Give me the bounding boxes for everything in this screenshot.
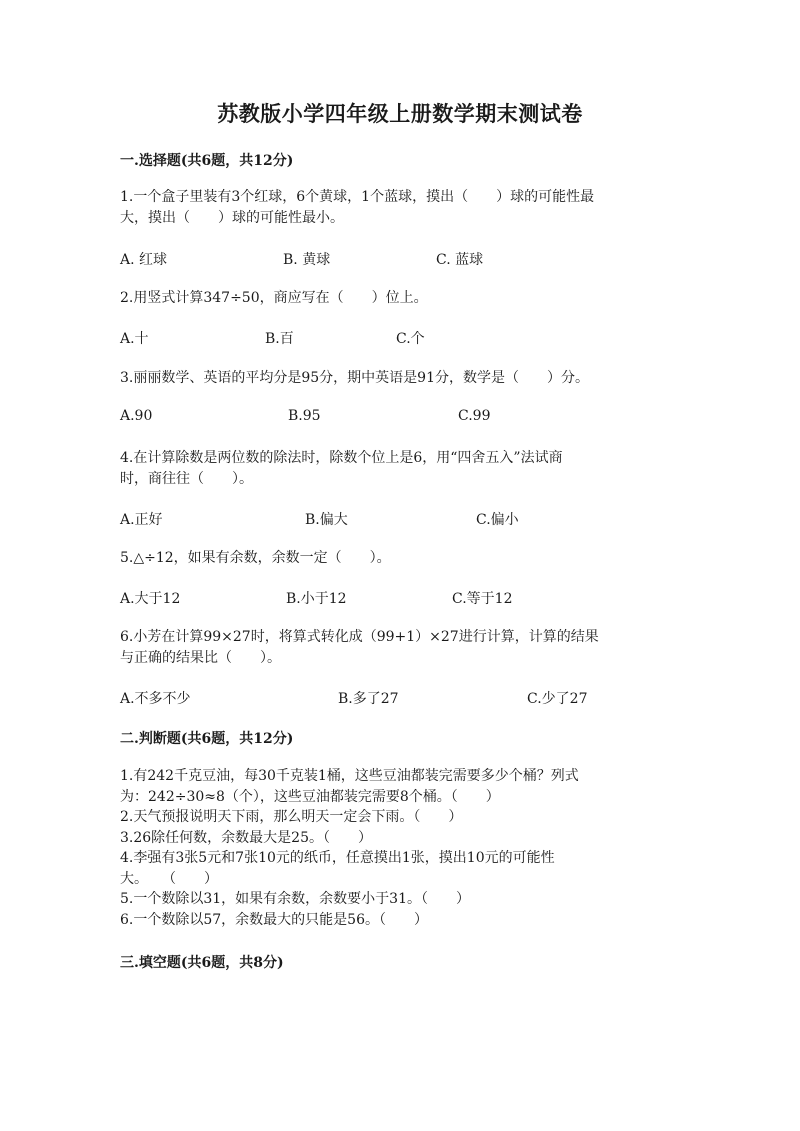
tf-line-4: 3.26除任何数，余数最大是25。（ ） bbox=[120, 829, 372, 846]
tf-line-6: 大。 （ ） bbox=[120, 870, 218, 887]
question-6-option-b: B.多了27 bbox=[338, 691, 399, 707]
question-1-line-2: 大，摸出（ ）球的可能性最小。 bbox=[120, 210, 344, 226]
tf-line-5: 4.李强有3张5元和7张10元的纸币，任意摸出1张，摸出10元的可能性 bbox=[120, 850, 555, 866]
section-heading-fill-blank: 三.填空题(共6题，共8分) bbox=[120, 955, 284, 971]
question-2-line-1: 2.用竖式计算347÷50，商应写在（ ）位上。 bbox=[120, 290, 428, 306]
question-6-line-2: 与正确的结果比（ ）。 bbox=[120, 650, 281, 666]
question-1-option-b: B. 黄球 bbox=[283, 252, 331, 268]
tf-line-8: 6.一个数除以57，余数最大的只能是56。（ ） bbox=[120, 911, 428, 928]
question-4-option-b: B.偏大 bbox=[305, 512, 348, 528]
tf-line-3: 2.天气预报说明天下雨，那么明天一定会下雨。（ ） bbox=[120, 809, 463, 825]
question-4-option-c: C.偏小 bbox=[476, 512, 519, 528]
question-3-option-b: B.95 bbox=[288, 408, 321, 424]
question-3-option-c: C.99 bbox=[458, 408, 491, 424]
section-heading-choice: 一.选择题(共6题，共12分) bbox=[120, 153, 294, 169]
tf-line-2: 为：242÷30≈8（个），这些豆油都装完需要8个桶。（ ） bbox=[120, 788, 500, 805]
tf-line-1: 1.有242千克豆油，每30千克装1桶，这些豆油都装完需要多少个桶？列式 bbox=[120, 768, 579, 784]
question-3-option-a: A.90 bbox=[120, 408, 153, 424]
question-2-option-c: C.个 bbox=[396, 331, 425, 347]
tf-line-7: 5.一个数除以31，如果有余数，余数要小于31。（ ） bbox=[120, 891, 470, 907]
question-6-line-1: 6.小芳在计算99×27时，将算式转化成（99+1）×27进行计算，计算的结果 bbox=[120, 629, 599, 645]
question-1-line-1: 1.一个盒子里装有3个红球，6个黄球，1个蓝球，摸出（ ）球的可能性最 bbox=[120, 189, 595, 205]
question-5-option-b: B.小于12 bbox=[286, 591, 347, 607]
question-4-line-2: 时，商往往（ ）。 bbox=[120, 471, 253, 487]
question-6-option-c: C.少了27 bbox=[527, 691, 588, 707]
question-6-option-a: A.不多不少 bbox=[120, 691, 191, 707]
question-1-option-c: C. 蓝球 bbox=[436, 252, 484, 268]
question-5-option-a: A.大于12 bbox=[120, 591, 181, 607]
question-4-line-1: 4.在计算除数是两位数的除法时，除数个位上是6，用“四舍五入”法试商 bbox=[120, 450, 563, 466]
question-2-option-b: B.百 bbox=[265, 331, 294, 347]
question-1-option-a: A. 红球 bbox=[120, 252, 168, 268]
question-3-line-1: 3.丽丽数学、英语的平均分是95分，期中英语是91分，数学是（ ）分。 bbox=[120, 370, 589, 386]
question-4-option-a: A.正好 bbox=[120, 512, 163, 528]
section-heading-true-false: 二.判断题(共6题，共12分) bbox=[120, 731, 294, 747]
question-2-option-a: A.十 bbox=[120, 331, 149, 347]
question-5-line-1: 5.△÷12，如果有余数，余数一定（ ）。 bbox=[120, 550, 391, 566]
question-5-option-c: C.等于12 bbox=[452, 591, 513, 607]
page-title: 苏教版小学四年级上册数学期末测试卷 bbox=[217, 101, 583, 126]
